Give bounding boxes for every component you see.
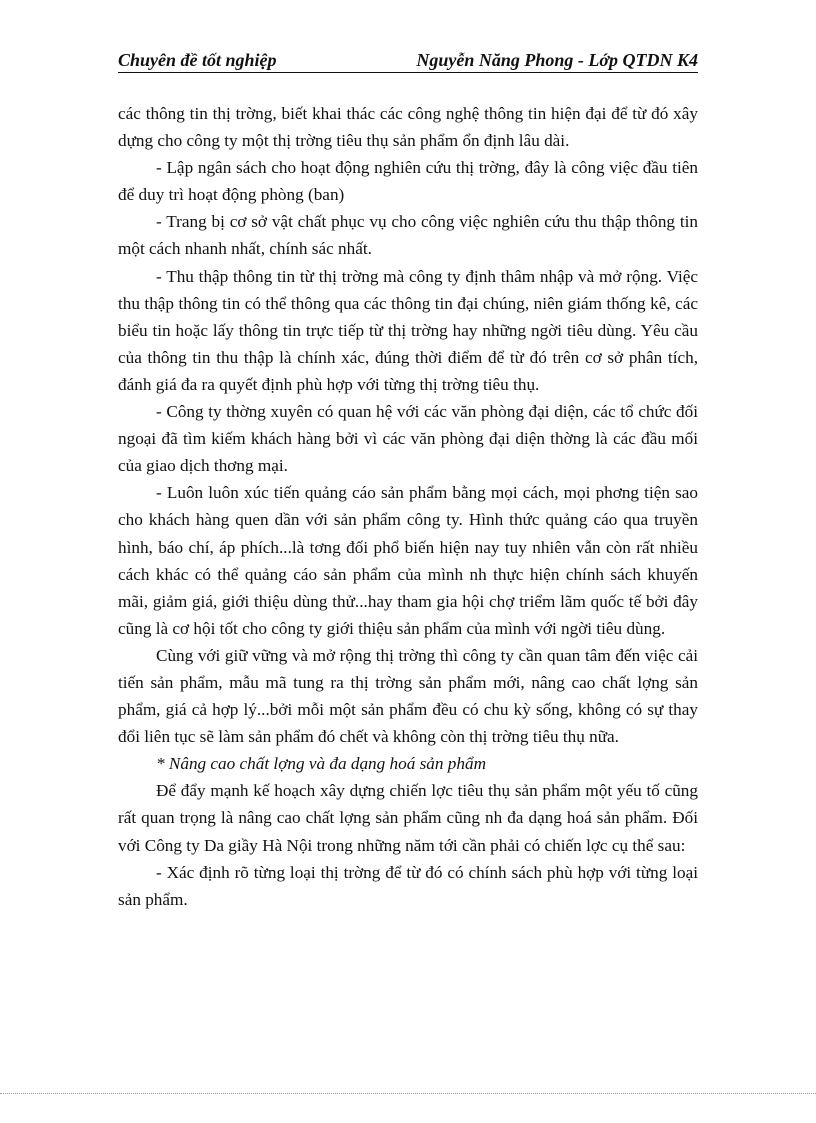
paragraph: - Luôn luôn xúc tiến quảng cáo sản phẩm bằng mọi cách, mọi phơng tiện sao cho khách hàng quen dần với sản phẩm công ty. Hình thức quảng cáo qua truyền hình, báo chí, áp phích...là tơng đối phổ biến hiện nay tuy nhiên vẫn còn rất nhiều cách khác có thể quảng cáo sản phẩm của mình nh thực hiện chính sách khuyến mãi, giảm giá, giới thiệu dùng thử...hay tham gia hội chợ triểm lãm quốc tế bởi đây cũng là cơ hội tốt cho công ty giới thiệu sản phẩm của mình với ngời tiêu dùng. [118, 483, 698, 638]
page-header [118, 50, 698, 73]
paragraph: - Thu thập thông tin từ thị trờng mà công ty định thâm nhập và mở rộng. Việc thu thập thông tin có thể thông qua các thông tin đại chúng, niên giám thống kê, các biểu tin hoặc lấy thông tin trực tiếp từ thị trờng hay những ngời tiêu dùng. Yêu cầu của thông tin thu thập là chính xác, đúng thời điểm để từ đó trên cơ sở phân tích, đánh giá đa ra quyết định phù hợp với từng thị trờng tiêu thụ. [118, 266, 698, 394]
header-document-title: Chuyên đề tốt nghiệp [118, 50, 277, 70]
paragraph: - Xác định rõ từng loại thị trờng để từ đó có chính sách phù hợp với từng loại sản phẩm. [118, 862, 698, 909]
document-body [118, 100, 698, 913]
paragraph: - Công ty thờng xuyên có quan hệ với các văn phòng đại diện, các tổ chức đối ngoại đã tìm kiếm khách hàng bởi vì các văn phòng đại diện thờng là các đầu mối của giao dịch thơng mại. [118, 402, 698, 476]
section-heading: * Nâng cao chất lợng và đa dạng hoá sản phẩm [156, 754, 486, 774]
paragraph: - Lập ngân sách cho hoạt động nghiên cứu thị trờng, đây là công việc đầu tiên để duy trì hoạt động phòng (ban) [118, 158, 698, 205]
paragraph: Để đẩy mạnh kế hoạch xây dựng chiến lợc tiêu thụ sản phẩm một yếu tố cũng rất quan trọng là nâng cao chất lợng sản phẩm cũng nh đa dạng hoá sản phẩm. Đối với Công ty Da giầy Hà Nội trong những năm tới cần phải có chiến lợc cụ thể sau: [118, 781, 698, 855]
paragraph: các thông tin thị trờng, biết khai thác các công nghệ thông tin hiện đại để từ đó xây dựng cho công ty một thị trờng tiêu thụ sản phẩm ổn định lâu dài. [118, 104, 698, 151]
paragraph: - Trang bị cơ sở vật chất phục vụ cho công việc nghiên cứu thu thập thông tin một cách nhanh nhất, chính sác nhất. [118, 212, 698, 259]
paragraph: Cùng với giữ vững và mở rộng thị trờng thì công ty cần quan tâm đến việc cải tiến sản phẩm, mẫu mã tung ra thị trờng sản phẩm mới, nâng cao chất lợng sản phẩm, giá cả hợp lý...bởi mỗi một sản phẩm đều có chu kỳ sống, không có sự thay đổi liên tục sẽ làm sản phẩm đó chết và không còn thị trờng tiêu thụ nữa. [118, 645, 698, 747]
page-footer-divider [0, 1093, 816, 1094]
header-author-class: Nguyễn Năng Phong - Lớp QTDN K4 [416, 50, 698, 70]
